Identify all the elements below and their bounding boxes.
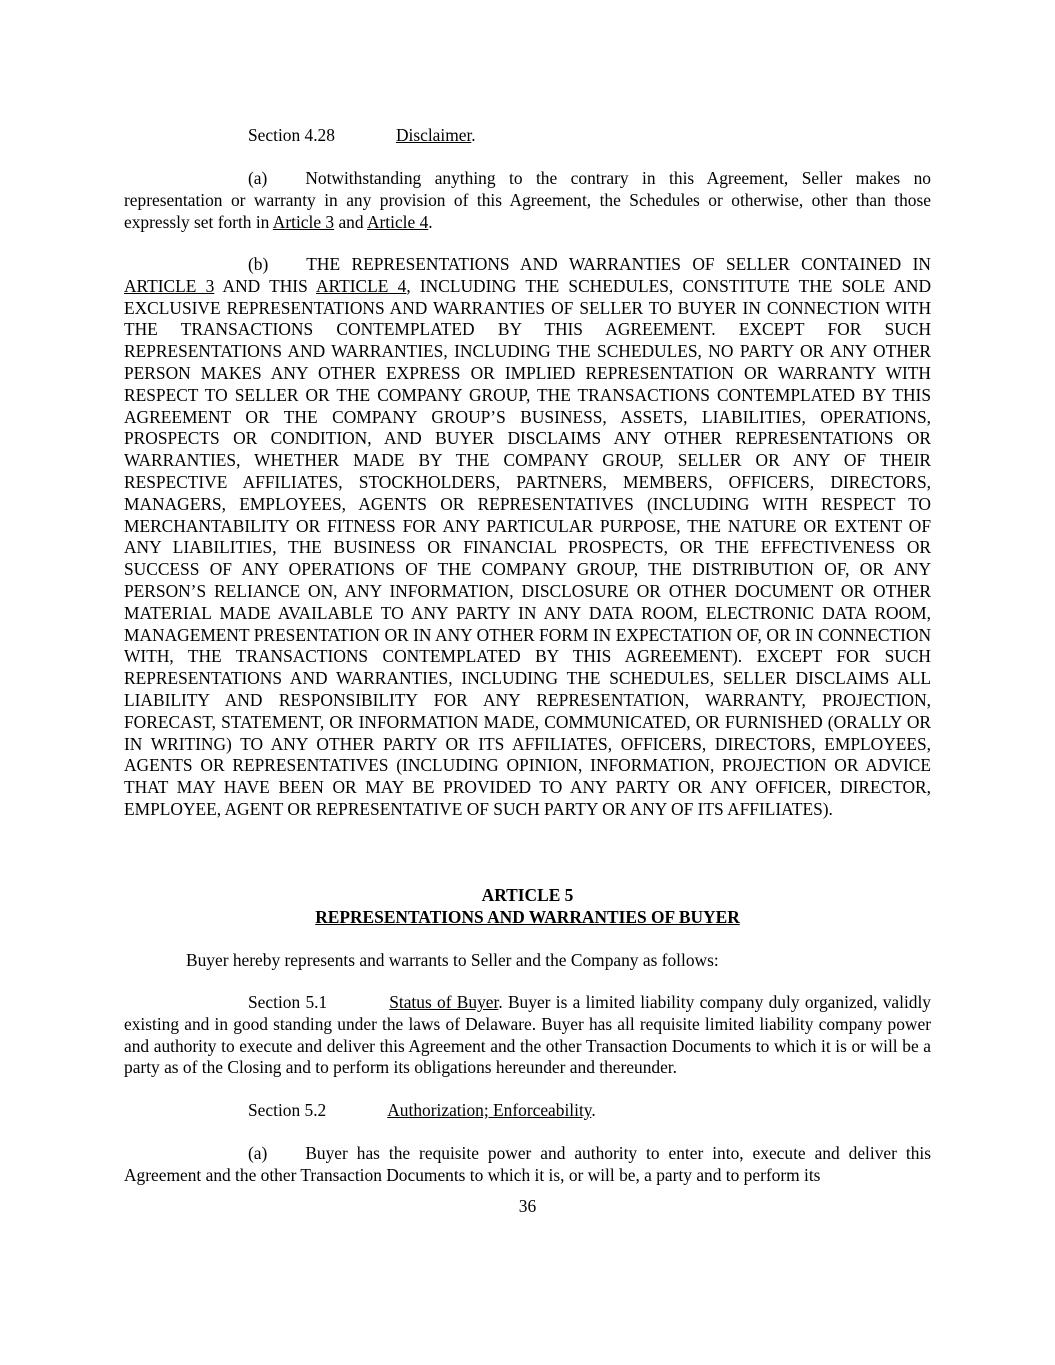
cross-reference: Article 4	[366, 211, 429, 232]
cross-reference: ARTICLE 4	[316, 275, 407, 296]
section-title: Status of Buyer	[389, 992, 499, 1012]
paragraph-a: (a) Notwithstanding anything to the contrary in this Agreement, Seller makes no representation or warranty in any provision of this Agreement, the Schedules or otherwise, other than those expressly set forth in Article 3 and Article 4.	[124, 168, 931, 232]
article-heading: ARTICLE 5	[481, 885, 574, 905]
paragraph-label: (a)	[248, 168, 268, 188]
cross-reference: Article 3	[272, 211, 335, 232]
article-title: REPRESENTATIONS AND WARRANTIES OF BUYER	[315, 907, 740, 927]
page-number: 36	[518, 1196, 537, 1216]
section-5-2-heading: Section 5.2 Authorization; Enforceability.	[248, 1100, 596, 1120]
section-title: Disclaimer	[395, 125, 472, 145]
section-4-28-heading: Section 4.28 Disclaimer.	[248, 125, 476, 145]
section-number: Section 5.2	[248, 1100, 327, 1120]
article-intro: Buyer hereby represents and warrants to Seller and the Company as follows:	[186, 950, 719, 970]
paragraph-label: (b)	[248, 254, 269, 274]
section-title: Authorization; Enforceability	[387, 1100, 592, 1120]
section-number: Section 4.28	[248, 125, 335, 145]
paragraph-b: (b) THE REPRESENTATIONS AND WARRANTIES OF SELLER CONTAINED IN ARTICLE 3 AND THIS ARTICLE 4, INCLUDING THE SCHEDULES, CONSTITUTE THE SOLE AND EXCLUSIVE REPRESENTATIONS AND WARRANTIES OF SELLER TO BUYER IN CONNECTION WITH THE TRANSACTIONS CONTEMPLATED BY THIS AGREEMENT. EXCEPT FOR SUCH REPRESENTATIONS AND WARRANTIES, INCLUDING THE SCHEDULES, NO PARTY OR ANY OTHER PERSON MAKES ANY OTHER EXPRESS OR IMPLIED REPRESENTATION OR WARRANTY WITH RESPECT TO SELLER OR THE COMPANY GROUP, THE TRANSACTIONS CONTEMPLATED BY THIS AGREEMENT OR THE COMPANY GROUP’S BUSINESS, ASSETS, LIABILITIES, OPERATIONS, PROSPECTS OR CONDITION, AND BUYER DISCLAIMS ANY OTHER REPRESENTATIONS OR WARRANTIES, WHETHER MADE BY THE COMPANY GROUP, SELLER OR ANY OF THEIR RESPECTIVE AFFILIATES, STOCKHOLDERS, PARTNERS, MEMBERS, OFFICERS, DIRECTORS, MANAGERS, EMPLOYEES, AGENTS OR REPRESENTATIVES (INCLUDING WITH RESPECT TO MERCHANTABILITY OR FITNESS FOR ANY PARTICULAR PURPOSE, THE NATURE OR EXTENT OF ANY LIABILITIES, THE BUSINESS OR FINANCIAL PROSPECTS, OR THE EFFECTIVENESS OR SUCCESS OF ANY OPERATIONS OF THE COMPANY GROUP, THE DISTRIBUTION OF, OR ANY PERSON’S RELIANCE ON, ANY INFORMATION, DISCLOSURE OR OTHER DOCUMENT OR OTHER MATERIAL MADE AVAILABLE TO ANY PARTY IN ANY DATA ROOM, ELECTRONIC DATA ROOM, MANAGEMENT PRESENTATION OR IN ANY OTHER FORM IN EXPECTATION OF, OR IN CONNECTION WITH, THE TRANSACTIONS CONTEMPLATED BY THIS AGREEMENT). EXCEPT FOR SUCH REPRESENTATIONS AND WARRANTIES, INCLUDING THE SCHEDULES, SELLER DISCLAIMS ALL LIABILITY AND RESPONSIBILITY FOR ANY REPRESENTATION, WARRANTY, PROJECTION, FORECAST, STATEMENT, OR INFORMATION MADE, COMMUNICATED, OR FURNISHED (ORALLY OR IN WRITING) TO ANY OTHER PARTY OR ITS AFFILIATES, OFFICERS, DIRECTORS, EMPLOYEES, AGENTS OR REPRESENTATIVES (INCLUDING OPINION, INFORMATION, PROJECTION OR ADVICE THAT MAY HAVE BEEN OR MAY BE PROVIDED TO ANY PARTY OR ANY OFFICER, DIRECTOR, EMPLOYEE, AGENT OR REPRESENTATIVE OF SUCH PARTY OR ANY OF ITS AFFILIATES).	[124, 254, 932, 819]
paragraph-5-2-a: (a) Buyer has the requisite power and authority to enter into, execute and deliver this Agreement and the other Transaction Documents to which it is, or will be, a party and to perform its	[124, 1143, 931, 1185]
section-number: Section 5.1	[248, 992, 328, 1012]
cross-reference: ARTICLE 3	[124, 275, 215, 296]
paragraph-label: (a)	[248, 1143, 268, 1163]
section-5-1: Section 5.1 Status of Buyer. Buyer is a limited liability company duly organized, validly existing and in good standing under the laws of Delaware. Buyer has all requisite limited liability company power and authority to execute and deliver this Agreement and the other Transaction Documents to which it is or will be a party as of the Closing and to perform its obligations hereunder and thereunder.	[124, 992, 931, 1078]
